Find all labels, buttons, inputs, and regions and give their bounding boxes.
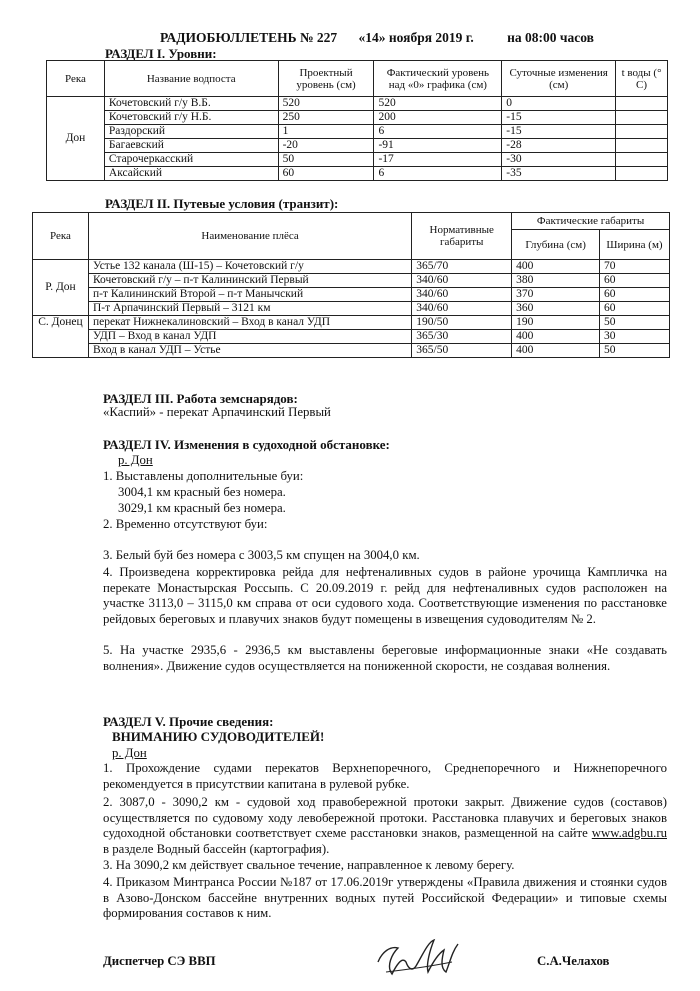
section-5-item-4: 4. Приказом Минтранса России №187 от 17.06.2019г утверждены «Правила движения и стоянки судов в Азово-Донском бассейне внутренних водных путей Российской Федерации» и типовые схемы формирования составов к ним. [103, 875, 667, 921]
width: 30 [600, 330, 670, 344]
col-actual-dimensions: Фактические габариты [512, 213, 670, 230]
project-level: 1 [278, 125, 374, 139]
project-level: 520 [278, 97, 374, 111]
col-river: Река [33, 213, 89, 260]
actual-level: 200 [374, 111, 502, 125]
daily-change: -30 [502, 153, 616, 167]
col-actual-level: Фактический уровень над «0» графика (см) [374, 61, 502, 97]
bulletin-number: РАДИОБЮЛЛЕТЕНЬ № 227 [160, 30, 338, 45]
col-normative-dimensions: Нормативные габариты [412, 213, 512, 260]
water-temp [616, 125, 668, 139]
water-temp [616, 167, 668, 181]
col-post-name: Название водпоста [104, 61, 278, 97]
depth: 400 [512, 344, 600, 358]
depth: 380 [512, 274, 600, 288]
post-name: Раздорский [104, 125, 278, 139]
actual-level: -17 [374, 153, 502, 167]
normative: 340/60 [412, 274, 512, 288]
bulletin-date: «14» ноября 2019 г. [358, 30, 474, 45]
reach-name: Вход в канал УДП – Устье [88, 344, 411, 358]
river-cell: С. Донец [33, 316, 89, 358]
bulletin-time: на 08:00 часов [507, 30, 594, 45]
project-level: -20 [278, 139, 374, 153]
handwritten-signature [372, 932, 462, 982]
depth: 370 [512, 288, 600, 302]
daily-change: -28 [502, 139, 616, 153]
post-name: Багаевский [104, 139, 278, 153]
section-5-item-1: 1. Прохождение судами перекатов Верхнепоречного, Среднепоречного и Нижнепоречного рекомендуется в присутствии капитана в рулевой рубке. [103, 761, 667, 791]
depth: 400 [512, 260, 600, 274]
daily-change: -15 [502, 111, 616, 125]
section-4-item-1a: 3004,1 км красный без номера. [118, 485, 286, 499]
river-label: р. Дон [112, 746, 147, 760]
table-row [33, 260, 670, 274]
project-level: 50 [278, 153, 374, 167]
daily-change: -35 [502, 167, 616, 181]
section-5-item-2 [103, 795, 667, 857]
reach-name: перекат Нижнекалиновский – Вход в канал УДП [88, 316, 411, 330]
width: 50 [600, 316, 670, 330]
actual-level: -91 [374, 139, 502, 153]
bulletin-title [160, 30, 594, 46]
section-4-item-3: 3. Белый буй без номера с 3003,5 км спущен на 3004,0 км. [103, 548, 420, 562]
dispatcher-name: С.А.Челахов [537, 954, 610, 968]
attention-heading: ВНИМАНИЮ СУДОВОДИТЕЛЕЙ! [112, 729, 325, 744]
section-4-item-1: 1. Выставлены дополнительные буи: [103, 469, 304, 483]
width: 60 [600, 288, 670, 302]
table-row [47, 139, 668, 153]
width: 60 [600, 302, 670, 316]
depth: 360 [512, 302, 600, 316]
table-row [47, 111, 668, 125]
project-level: 60 [278, 167, 374, 181]
table-row [47, 153, 668, 167]
river-cell: Р. Дон [33, 260, 89, 316]
daily-change: 0 [502, 97, 616, 111]
reach-name: П-т Арпачинский Первый – 3121 км [88, 302, 411, 316]
website-link[interactable]: www.adgbu.ru [591, 826, 667, 841]
width: 50 [600, 344, 670, 358]
width: 70 [600, 260, 670, 274]
normative: 365/30 [412, 330, 512, 344]
dredger-text: «Каспий» - перекат Арпачинский Первый [103, 405, 331, 419]
dispatcher-position: Диспетчер СЭ ВВП [103, 954, 216, 968]
section-4-item-5: 5. На участке 2935,6 - 2936,5 км выставлены береговые информационные знаки «Не создавать волнения». Движение судов осуществляется на пониженной скорости, не создавая волнения. [103, 643, 667, 673]
section-1-heading: РАЗДЕЛ I. Уровни: [105, 46, 217, 61]
section-4-item-1b: 3029,1 км красный без номера. [118, 501, 286, 515]
col-daily-change: Суточные изменения (см) [502, 61, 616, 97]
levels-table [46, 60, 668, 181]
reach-name: УДП – Вход в канал УДП [88, 330, 411, 344]
water-temp [616, 139, 668, 153]
table-row [47, 97, 668, 111]
project-level: 250 [278, 111, 374, 125]
normative: 365/70 [412, 260, 512, 274]
col-depth: Глубина (см) [512, 230, 600, 260]
post-name: Кочетовский г/у Н.Б. [104, 111, 278, 125]
table-row [47, 167, 668, 181]
river-cell: Дон [47, 97, 105, 181]
section-5-heading: РАЗДЕЛ V. Прочие сведения: [103, 714, 274, 729]
width: 60 [600, 274, 670, 288]
normative: 340/60 [412, 288, 512, 302]
section-4-heading: РАЗДЕЛ IV. Изменения в судоходной обстановке: [103, 437, 390, 452]
col-water-temp: t воды (° С) [616, 61, 668, 97]
normative: 340/60 [412, 302, 512, 316]
reach-name: п-т Калининский Второй – п-т Манычский [88, 288, 411, 302]
table-row [33, 302, 670, 316]
table-row [33, 330, 670, 344]
section-2-heading: РАЗДЕЛ II. Путевые условия (транзит): [105, 196, 339, 211]
col-river: Река [47, 61, 105, 97]
actual-level: 6 [374, 125, 502, 139]
section-5-item-3: 3. На 3090,2 км действует свальное течение, направленное к левому берегу. [103, 858, 515, 872]
normative: 190/50 [412, 316, 512, 330]
table-row [33, 274, 670, 288]
depth: 400 [512, 330, 600, 344]
section-5-item-2-tail: в разделе Водный бассейн (картография). [103, 841, 330, 856]
actual-level: 6 [374, 167, 502, 181]
table-row [33, 344, 670, 358]
table-row [33, 316, 670, 330]
col-project-level: Проектный уровень (см) [278, 61, 374, 97]
reach-name: Кочетовский г/у – п-т Калининский Первый [88, 274, 411, 288]
section-5-item-2-text: 2. 3087,0 - 3090,2 км - судовой ход правобережной протоки закрыт. Движение судов (составов) осуществляется по судовому ходу левобережной протоки. Расстановка плавучих и береговых знаков судоходной обстановки соответствует схеме расстановки знаков, размещенной на сайте [103, 795, 667, 841]
section-3-heading: РАЗДЕЛ III. Работа земснарядов: [103, 391, 298, 406]
table-row [33, 288, 670, 302]
table-row [47, 125, 668, 139]
post-name: Аксайский [104, 167, 278, 181]
daily-change: -15 [502, 125, 616, 139]
section-4-item-4: 4. Произведена корректировка рейда для нефтеналивных судов в районе урочища Кампличка на перекате Монастырская Россыпь. С 20.09.2019 г. рейд для нефтеналивных судов расположен на участке 3113,0 – 3115,0 км справа от оси судового хода. Соответствующие изменения по расстановке рейдовых береговых и плавучих знаков будут помещены в извещения судоводителям № 2. [103, 565, 667, 626]
section-4-item-2: 2. Временно отсутствуют буи: [103, 517, 268, 531]
water-temp [616, 111, 668, 125]
post-name: Кочетовский г/у В.Б. [104, 97, 278, 111]
normative: 365/50 [412, 344, 512, 358]
transit-table [32, 212, 670, 358]
reach-name: Устье 132 канала (Ш-15) – Кочетовский г/у [88, 260, 411, 274]
water-temp [616, 153, 668, 167]
col-width: Ширина (м) [600, 230, 670, 260]
actual-level: 520 [374, 97, 502, 111]
water-temp [616, 97, 668, 111]
post-name: Старочеркасский [104, 153, 278, 167]
depth: 190 [512, 316, 600, 330]
col-reach-name: Наименование плёса [88, 213, 411, 260]
river-label: р. Дон [118, 453, 153, 467]
